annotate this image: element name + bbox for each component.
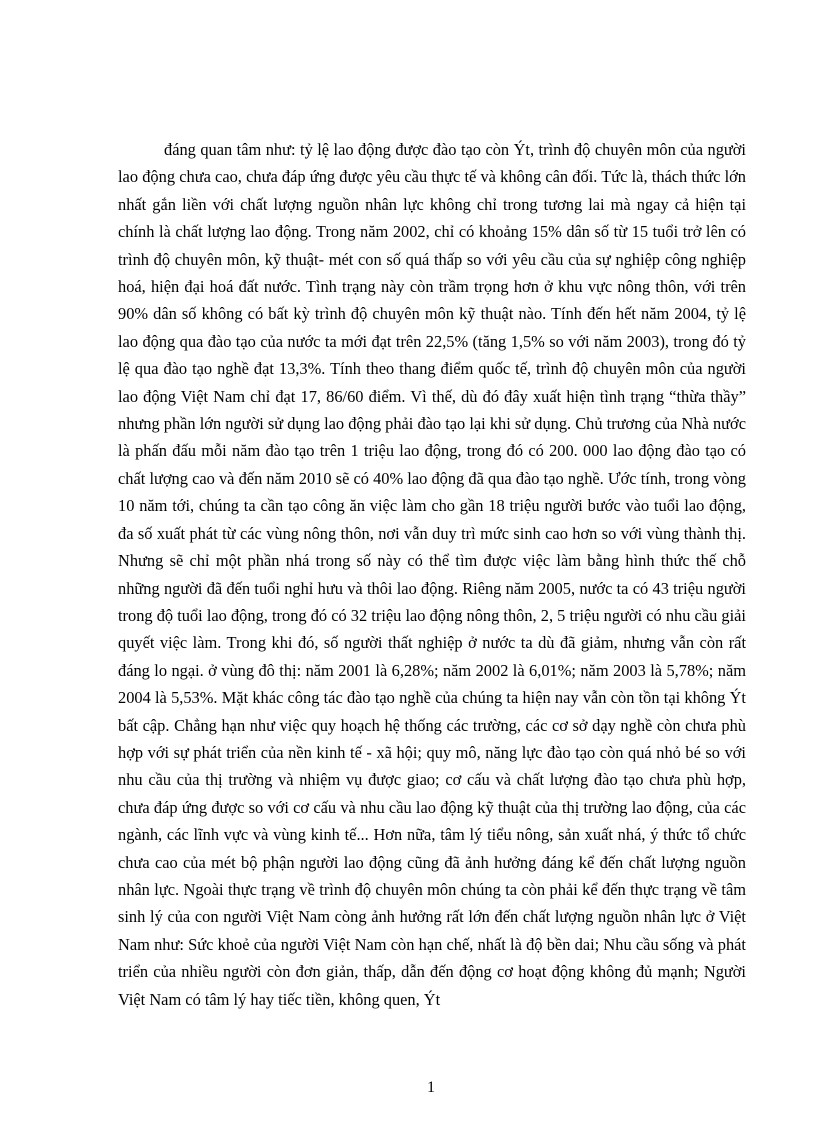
page-number: 1 bbox=[427, 1079, 435, 1096]
body-paragraph: đáng quan tâm như: tỷ lệ lao động được đào tạo còn Ýt, trình độ chuyên môn của người lao động chưa cao, chưa đáp ứng được yêu cầu thực tế và không cân đối. Tức là, thách thức lớn nhất gắn liền với chất lượng nguồn nhân lực không chỉ trong tương lai mà ngay cả hiện tại chính là chất lượng lao động. Trong năm 2002, chỉ có khoảng 15% dân số từ 15 tuổi trở lên có trình độ chuyên môn, kỹ thuật- mét con số quá thấp so với yêu cầu của sự nghiệp công nghiệp hoá, hiện đại hoá đất nước. Tình trạng này còn trầm trọng hơn ở khu vực nông thôn, với trên 90% dân số không có bất kỳ trình độ chuyên môn kỹ thuật nào. Tính đến hết năm 2004, tỷ lệ lao động qua đào tạo của nước ta mới đạt trên 22,5% (tăng 1,5% so với năm 2003), trong đó tỷ lệ qua đào tạo nghề đạt 13,3%. Tính theo thang điểm quốc tế, trình độ chuyên môn của người lao động Việt Nam chỉ đạt 17, 86/60 điểm. Vì thế, dù đó đây xuất hiện tình trạng “thừa thầy” nhưng phần lớn người sử dụng lao động phải đào tạo lại khi sử dụng. Chủ trương của Nhà nước là phấn đấu mỗi năm đào tạo trên 1 triệu lao động, trong đó có 200. 000 lao động đào tạo có chất lượng cao và đến năm 2010 sẽ có 40% lao động đã qua đào tạo nghề. Ước tính, trong vòng 10 năm tới, chúng ta cần tạo công ăn việc làm cho gần 18 triệu người bước vào tuổi lao động, đa số xuất phát từ các vùng nông thôn, nơi vẫn duy trì mức sinh cao hơn so với vùng thành thị. Nhưng sẽ chỉ một phần nhá trong số này có thể tìm được việc làm bằng hình thức thế chỗ những người đã đến tuổi nghỉ hưu và thôi lao động. Riêng năm 2005, nước ta có 43 triệu người trong độ tuổi lao động, trong đó có 32 triệu lao động nông thôn, 2, 5 triệu người có nhu cầu giải quyết việc làm. Trong khi đó, số người thất nghiệp ở nước ta dù đã giảm, nhưng vẫn còn rất đáng lo ngại. ở vùng đô thị: năm 2001 là 6,28%; năm 2002 là 6,01%; năm 2003 là 5,78%; năm 2004 là 5,53%. Mặt khác công tác đào tạo nghề của chúng ta hiện nay vẫn còn tồn tại không Ýt bất cập. Chẳng hạn như việc quy hoạch hệ thống các trường, các cơ sở dạy nghề còn chưa phù hợp với sự phát triển của nền kinh tế - xã hội; quy mô, năng lực đào tạo còn quá nhỏ bé so với nhu cầu của thị trường và nhiệm vụ được giao; cơ cấu và chất lượng đào tạo chưa phù hợp, chưa đáp ứng được so với cơ cấu và nhu cầu lao động kỹ thuật của thị trường lao động, của các ngành, các lĩnh vực và vùng kinh tế... Hơn nữa, tâm lý tiểu nông, sản xuất nhá, ý thức tổ chức chưa cao của mét bộ phận người lao động cũng đã ảnh hưởng đáng kể đến chất lượng nguồn nhân lực. Ngoài thực trạng về trình độ chuyên môn chúng ta còn phải kể đến thực trạng về tâm sinh lý của con người Việt Nam còng ảnh hưởng rất lớn đến chất lượng nguồn nhân lực ở Việt Nam như: Sức khoẻ của người Việt Nam còn hạn chế, nhất là độ bền dai; Nhu cầu sống và phát triển của nhiều người còn đơn giản, thấp, dẫn đến động cơ hoạt động không đủ mạnh; Người Việt Nam có tâm lý hay tiếc tiền, không quen, Ýt bbox=[118, 140, 746, 1009]
